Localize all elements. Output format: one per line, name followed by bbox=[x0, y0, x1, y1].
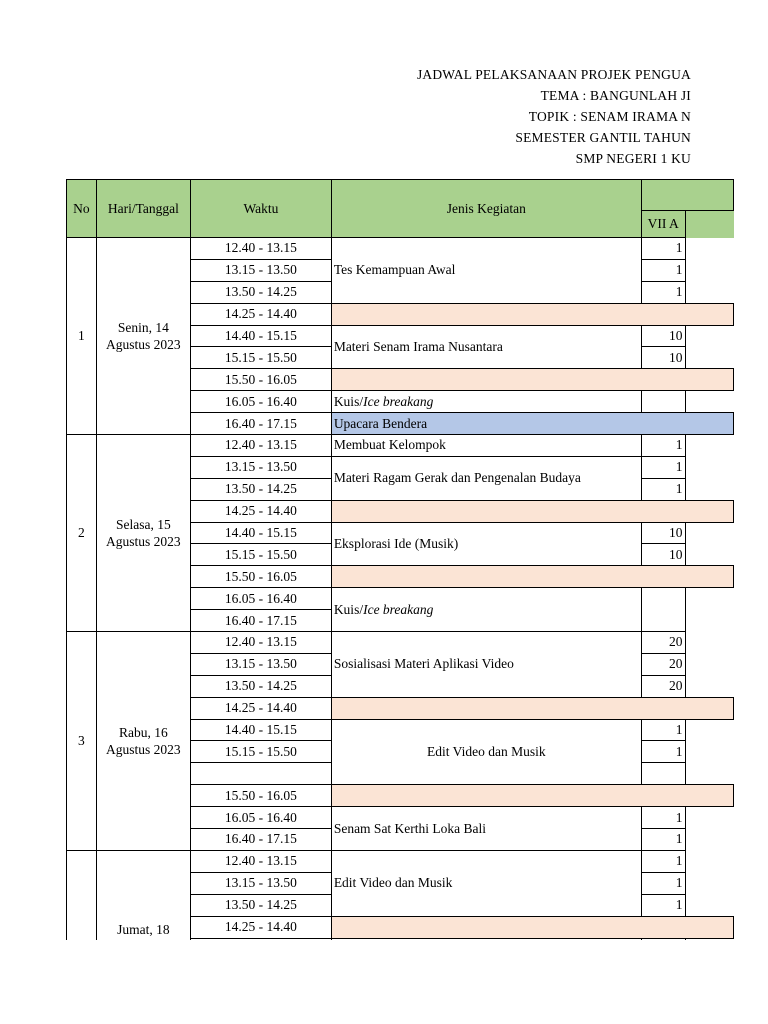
table-row bbox=[67, 850, 734, 872]
row-time: 15.50 - 16.05 bbox=[191, 566, 332, 588]
row-time: 14.40 - 15.15 bbox=[191, 522, 332, 544]
row-value: 10 bbox=[641, 325, 685, 347]
row-activity: Senam Sat Kerthi Loka Bali bbox=[331, 807, 641, 851]
break-row bbox=[331, 566, 733, 588]
row-value: 1 bbox=[641, 281, 685, 303]
row-value bbox=[641, 391, 685, 413]
row-activity: Tes Kemampuan Awal bbox=[331, 238, 641, 304]
row-time: 16.05 - 16.40 bbox=[191, 391, 332, 413]
header-no: No bbox=[67, 180, 97, 238]
row-value: 1 bbox=[641, 850, 685, 872]
row-value: 1 bbox=[641, 829, 685, 851]
row-value: 1 bbox=[641, 807, 685, 829]
header-activity: Jenis Kegiatan bbox=[331, 180, 641, 238]
row-day: Senin, 14 Agustus 2023 bbox=[96, 238, 190, 435]
row-time: 13.50 - 14.25 bbox=[191, 894, 332, 916]
row-no: 2 bbox=[67, 435, 97, 632]
row-time: 14.25 - 14.40 bbox=[191, 916, 332, 938]
row-time: 13.50 - 14.25 bbox=[191, 478, 332, 500]
row-activity: Materi Ragam Gerak dan Pengenalan Budaya bbox=[331, 456, 641, 500]
row-day: Rabu, 16 Agustus 2023 bbox=[96, 632, 190, 851]
row-activity: Materi Senam Irama Nusantara bbox=[331, 325, 641, 369]
header-class-next bbox=[685, 211, 734, 238]
row-activity bbox=[331, 588, 641, 632]
row-time: 14.40 - 15.15 bbox=[191, 719, 332, 741]
row-time: 14.25 - 14.40 bbox=[191, 303, 332, 325]
row-value: 20 bbox=[641, 653, 685, 675]
break-row bbox=[331, 500, 733, 522]
row-value: 10 bbox=[641, 347, 685, 369]
ice-breaking-label: Ice breakang bbox=[363, 393, 434, 409]
row-no: 3 bbox=[67, 632, 97, 851]
header-day: Hari/Tanggal bbox=[96, 180, 190, 238]
title-line-1: JADWAL PELAKSANAAN PROJEK PENGUA bbox=[416, 67, 691, 82]
row-activity: Eksplorasi Ide (Musik) bbox=[331, 522, 641, 566]
table-row bbox=[67, 435, 734, 457]
row-time: 14.25 - 14.40 bbox=[191, 697, 332, 719]
header-class-group bbox=[641, 180, 733, 211]
title-line-5: SMP NEGERI 1 KU bbox=[575, 151, 691, 166]
row-time: 13.50 - 14.25 bbox=[191, 675, 332, 697]
row-value: 1 bbox=[641, 894, 685, 916]
header-time: Waktu bbox=[191, 180, 332, 238]
title-line-2: TEMA : BANGUNLAH JI bbox=[540, 88, 691, 103]
row-activity bbox=[331, 391, 641, 413]
row-time: 12.40 - 13.15 bbox=[191, 632, 332, 654]
break-row bbox=[331, 303, 733, 325]
table-row bbox=[67, 238, 734, 260]
row-value: 1 bbox=[641, 259, 685, 281]
row-time: 15.15 - 15.50 bbox=[191, 347, 332, 369]
row-time: 16.40 - 17.15 bbox=[191, 829, 332, 851]
row-time: 14.40 - 15.15 bbox=[191, 325, 332, 347]
row-time: 16.05 - 16.40 bbox=[191, 807, 332, 829]
row-value: 20 bbox=[641, 632, 685, 654]
break-row bbox=[331, 697, 733, 719]
row-time: 13.15 - 13.50 bbox=[191, 872, 332, 894]
row-time-empty bbox=[191, 763, 332, 785]
row-day: Jumat, 18 bbox=[96, 850, 190, 940]
row-time: 13.15 - 13.50 bbox=[191, 456, 332, 478]
table-row bbox=[67, 632, 734, 654]
row-value: 10 bbox=[641, 544, 685, 566]
row-time: 15.50 - 16.05 bbox=[191, 785, 332, 807]
row-activity: Sosialisasi Materi Aplikasi Video bbox=[331, 632, 641, 698]
row-time: 15.15 - 15.50 bbox=[191, 741, 332, 763]
row-time: 13.50 - 14.25 bbox=[191, 281, 332, 303]
title-line-4: SEMESTER GANTIL TAHUN bbox=[515, 130, 691, 145]
row-value: 1 bbox=[641, 719, 685, 741]
row-time: 13.15 - 13.50 bbox=[191, 259, 332, 281]
row-value: 1 bbox=[641, 741, 685, 763]
row-time: 12.40 - 13.15 bbox=[191, 238, 332, 260]
row-activity: Upacara Bendera bbox=[331, 413, 733, 435]
row-value bbox=[641, 763, 685, 785]
row-time: 16.40 - 17.15 bbox=[191, 413, 332, 435]
row-value: 1 bbox=[641, 872, 685, 894]
row-value: 1 bbox=[641, 478, 685, 500]
break-row bbox=[331, 785, 733, 807]
quiz-label: Kuis/ bbox=[333, 393, 364, 409]
break-row bbox=[331, 369, 733, 391]
row-value: 10 bbox=[641, 522, 685, 544]
row-value: 1 bbox=[641, 456, 685, 478]
ice-breaking-label: Ice breakang bbox=[363, 601, 434, 617]
row-value: 1 bbox=[641, 435, 685, 457]
row-value: 20 bbox=[641, 675, 685, 697]
row-time: 12.40 - 13.15 bbox=[191, 435, 332, 457]
title-line-3: TOPIK : SENAM IRAMA N bbox=[528, 109, 691, 124]
row-activity: Edit Video dan Musik bbox=[331, 850, 641, 916]
row-time: 16.05 - 16.40 bbox=[191, 588, 332, 610]
row-time: 15.50 - 16.05 bbox=[191, 369, 332, 391]
row-activity: Edit Video dan Musik bbox=[331, 719, 641, 785]
schedule-table bbox=[66, 179, 734, 940]
row-time: 12.40 - 13.15 bbox=[191, 850, 332, 872]
row-time: 16.40 - 17.15 bbox=[191, 610, 332, 632]
quiz-label: Kuis/ bbox=[333, 601, 364, 617]
row-time: 14.25 - 14.40 bbox=[191, 500, 332, 522]
row-time: 15.15 - 15.50 bbox=[191, 544, 332, 566]
row-value bbox=[641, 588, 685, 632]
row-value: 1 bbox=[641, 238, 685, 260]
row-no bbox=[67, 850, 97, 940]
row-day: Selasa, 15 Agustus 2023 bbox=[96, 435, 190, 632]
header-class-vii-a: VII A bbox=[641, 211, 685, 238]
row-no: 1 bbox=[67, 238, 97, 435]
break-row bbox=[331, 916, 733, 938]
row-activity: Membuat Kelompok bbox=[331, 435, 641, 457]
row-time: 13.15 - 13.50 bbox=[191, 653, 332, 675]
